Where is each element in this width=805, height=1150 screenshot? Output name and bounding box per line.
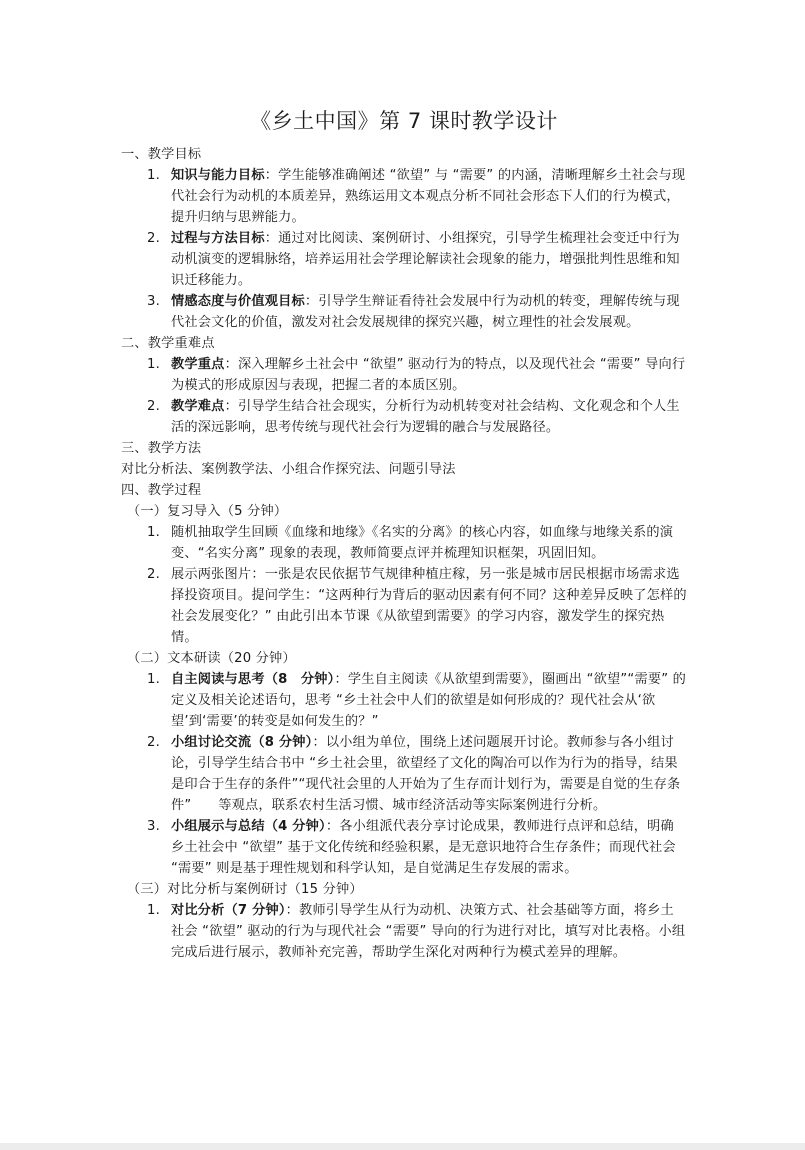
item-number: 3.: [147, 819, 160, 834]
list-item: [121, 564, 687, 648]
item-text: ：引导学生辩证看待社会发展中行为动机的转变，理解传统与现代社会文化的价值，激发对社会发展规律的探究兴趣，树立理性的社会发展观。: [171, 294, 680, 330]
comparison-list: [121, 900, 687, 963]
item-label: 自主阅读与思考（8 分钟）: [171, 672, 335, 687]
item-label: 小组讨论交流（8 分钟）: [171, 735, 313, 750]
list-item: [121, 291, 687, 333]
item-text: ：以小组为单位，围绕上述问题展开讨论。教师参与各小组讨论，引导学生结合书中 “乡土社会里，欲望经了文化的陶冶可以作为行为的指导，结果是印合于生存的条件”“现代社会里的人开始为了生存而计划行为，需要是自觉的生存条件” 等观点，联系农村生活习惯、城市经济活动等实际案例进行分析。: [171, 735, 681, 813]
item-text: 随机抽取学生回顾《血缘和地缘》《名实的分离》的核心内容，如血缘与地缘关系的演变、“名实分离” 现象的表现，教师简要点评并梳理知识框架，巩固旧知。: [171, 525, 674, 561]
list-item: [121, 165, 687, 228]
section-process: [121, 480, 687, 963]
page-title: 《乡土中国》第 7 课时教学设计: [250, 109, 558, 133]
item-number: 1.: [147, 168, 160, 183]
section-heading: 二、教学重难点: [121, 336, 215, 351]
list-item: [121, 354, 687, 396]
page-bottom-edge: [0, 1143, 805, 1150]
item-text: ：通过对比阅读、案例研讨、小组探究，引导学生梳理社会变迁中行为动机演变的逻辑脉络，培养运用社会学理论解读社会现象的能力，增强批判性思维和知识迁移能力。: [171, 231, 680, 288]
item-text: ：深入理解乡土社会中 “欲望” 驱动行为的特点，以及现代社会 “需要” 导向行为模式的形成原因与表现，把握二者的本质区别。: [171, 357, 686, 393]
item-text: 展示两张图片：一张是农民依据节气规律种植庄稼，另一张是城市居民根据市场需求选择投资项目。提问学生：“这两种行为背后的驱动因素有何不同？这种差异反映了怎样的社会发展变化？” 由此引出本节课《从欲望到需要》的学习内容，激发学生的探究热情。: [171, 567, 687, 645]
list-item: [121, 396, 687, 438]
list-item: [121, 816, 687, 879]
item-number: 2.: [147, 735, 160, 750]
section-methods: [121, 438, 687, 480]
objectives-list: [121, 165, 687, 333]
section-key-points: [121, 333, 687, 438]
section-objectives: [121, 144, 687, 333]
item-number: 2.: [147, 567, 160, 582]
item-number: 2.: [147, 399, 160, 414]
item-label: 教学难点: [171, 399, 225, 414]
list-item: [121, 522, 687, 564]
item-text: ：各小组派代表分享讨论成果，教师进行点评和总结，明确乡土社会中 “欲望” 基于文化传统和经验积累，是无意识地符合生存条件；而现代社会 “需要” 则是基于理性规划和科学认知，是自觉满足生存发展的需求。: [171, 819, 676, 876]
item-label: 对比分析（7 分钟）: [171, 903, 286, 918]
item-number: 1.: [147, 525, 160, 540]
reading-list: [121, 669, 687, 879]
section-heading: 四、教学过程: [121, 483, 202, 498]
item-number: 1.: [147, 903, 160, 918]
subsection-heading: （二）文本研读（20 分钟）: [127, 651, 296, 666]
item-label: 情感态度与价值观目标: [171, 294, 305, 309]
item-text: ：学生自主阅读《从欲望到需要》，圈画出 “欲望”“需要” 的定义及相关论述语句，思考 “乡土社会中人们的欲望是如何形成的？现代社会从‘欲望’到‘需要’的转变是如何发生的？”: [171, 672, 687, 729]
item-label: 过程与方法目标: [171, 231, 265, 246]
item-label: 知识与能力目标: [171, 168, 265, 183]
item-text: ：教师引导学生从行为动机、决策方式、社会基础等方面，将乡土社会 “欲望” 驱动的行为与现代社会 “需要” 导向的行为进行对比，填写对比表格。小组完成后进行展示，教师补充完善，帮助学生深化对两种行为模式差异的理解。: [171, 903, 686, 960]
item-label: 教学重点: [171, 357, 225, 372]
list-item: [121, 228, 687, 291]
section-heading: 三、教学方法: [121, 441, 202, 456]
document-body: [121, 106, 687, 963]
item-number: 1.: [147, 357, 160, 372]
methods-text: 对比分析法、案例教学法、小组合作探究法、问题引导法: [121, 462, 456, 477]
review-list: [121, 522, 687, 648]
subsection-heading: （一）复习导入（5 分钟）: [127, 504, 288, 519]
item-text: ：引导学生结合社会现实，分析行为动机转变对社会结构、文化观念和个人生活的深远影响，思考传统与现代社会行为逻辑的融合与发展路径。: [171, 399, 680, 435]
item-text: ：学生能够准确阐述 “欲望” 与 “需要” 的内涵，清晰理解乡土社会与现代社会行为动机的本质差异，熟练运用文本观点分析不同社会形态下人们的行为模式，提升归纳与思辨能力。: [171, 168, 686, 225]
list-item: [121, 900, 687, 963]
item-label: 小组展示与总结（4 分钟）: [171, 819, 326, 834]
list-item: [121, 669, 687, 732]
item-number: 3.: [147, 294, 160, 309]
key-points-list: [121, 354, 687, 438]
item-number: 2.: [147, 231, 160, 246]
list-item: [121, 732, 687, 816]
section-heading: 一、教学目标: [121, 147, 202, 162]
item-number: 1.: [147, 672, 160, 687]
subsection-heading: （三）对比分析与案例研讨（15 分钟）: [127, 882, 363, 897]
